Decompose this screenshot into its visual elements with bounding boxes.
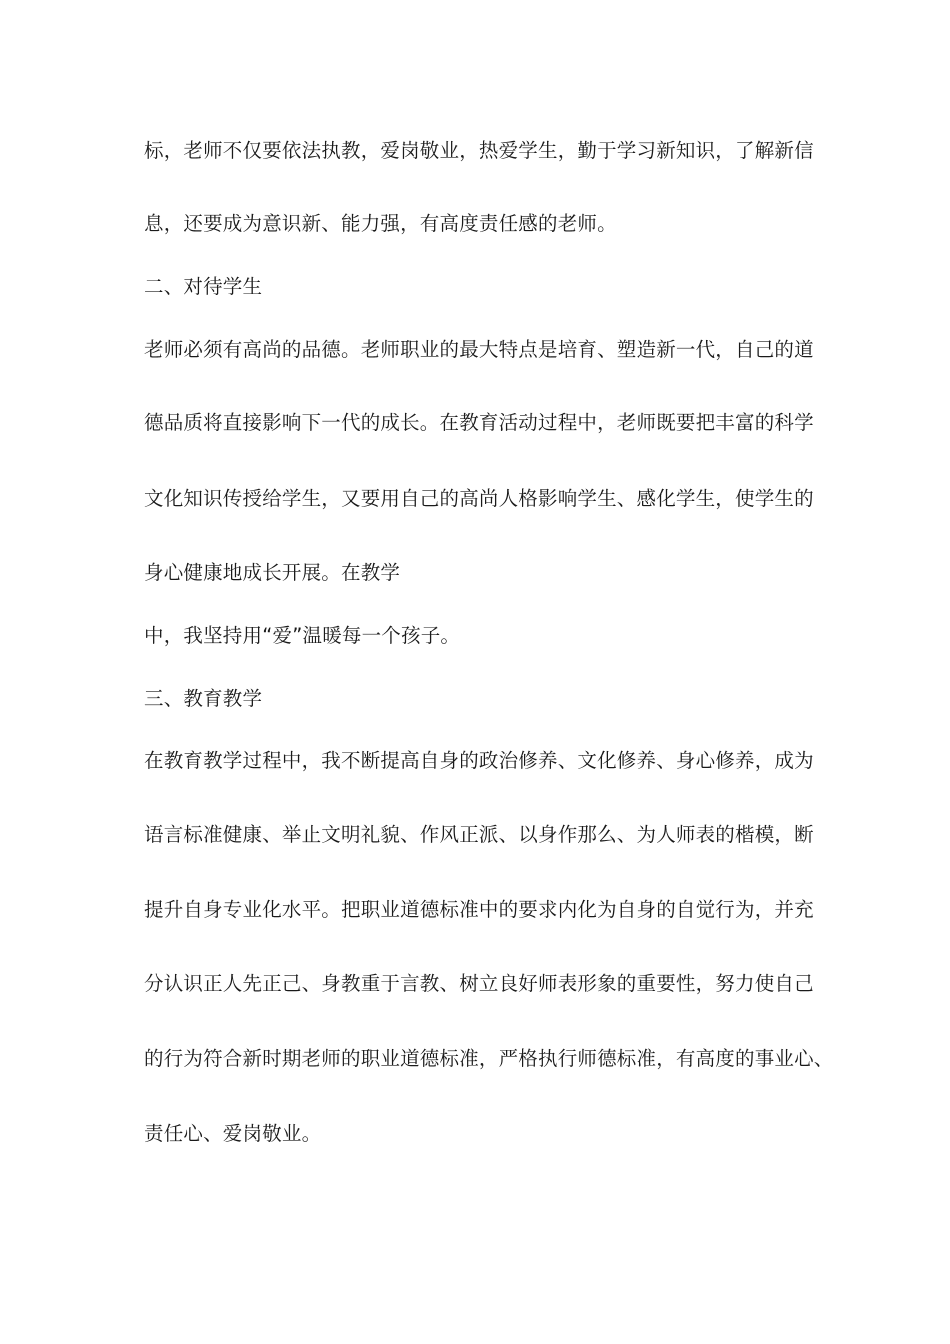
paragraph-line: 的行为符合新时期老师的职业道德标准，严格执行师德标准，有高度的事业心、	[144, 1047, 834, 1070]
paragraph-line: 身心健康地成长开展。在教学	[144, 561, 401, 584]
paragraph-line: 文化知识传授给学生，又要用自己的高尚人格影响学生、感化学生，使学生的	[144, 487, 814, 510]
paragraph-line: 语言标准健康、举止文明礼貌、作风正派、以身作那么、为人师表的楷模，断	[144, 823, 814, 846]
paragraph-line: 标，老师不仅要依法执教，爱岗敬业，热爱学生，勤于学习新知识，了解新信	[144, 139, 814, 162]
section-heading: 二、对待学生	[144, 275, 263, 298]
paragraph-line: 德品质将直接影响下一代的成长。在教育活动过程中，老师既要把丰富的科学	[144, 411, 814, 434]
paragraph-line: 在教育教学过程中，我不断提高自身的政治修养、文化修养、身心修养，成为	[144, 749, 814, 772]
section-heading: 三、教育教学	[144, 687, 263, 710]
paragraph-line: 中，我坚持用“爱”温暖每一个孩子。	[144, 624, 461, 647]
paragraph-line: 息，还要成为意识新、能力强，有高度责任感的老师。	[144, 212, 617, 235]
paragraph-line: 分认识正人先正己、身教重于言教、树立良好师表形象的重要性，努力使自己	[144, 972, 814, 995]
paragraph-line: 提升自身专业化水平。把职业道德标准中的要求内化为自身的自觉行为，并充	[144, 898, 814, 921]
paragraph-line: 责任心、爱岗敬业。	[144, 1122, 322, 1145]
paragraph-line: 老师必须有高尚的品德。老师职业的最大特点是培育、塑造新一代，自己的道	[144, 338, 814, 361]
